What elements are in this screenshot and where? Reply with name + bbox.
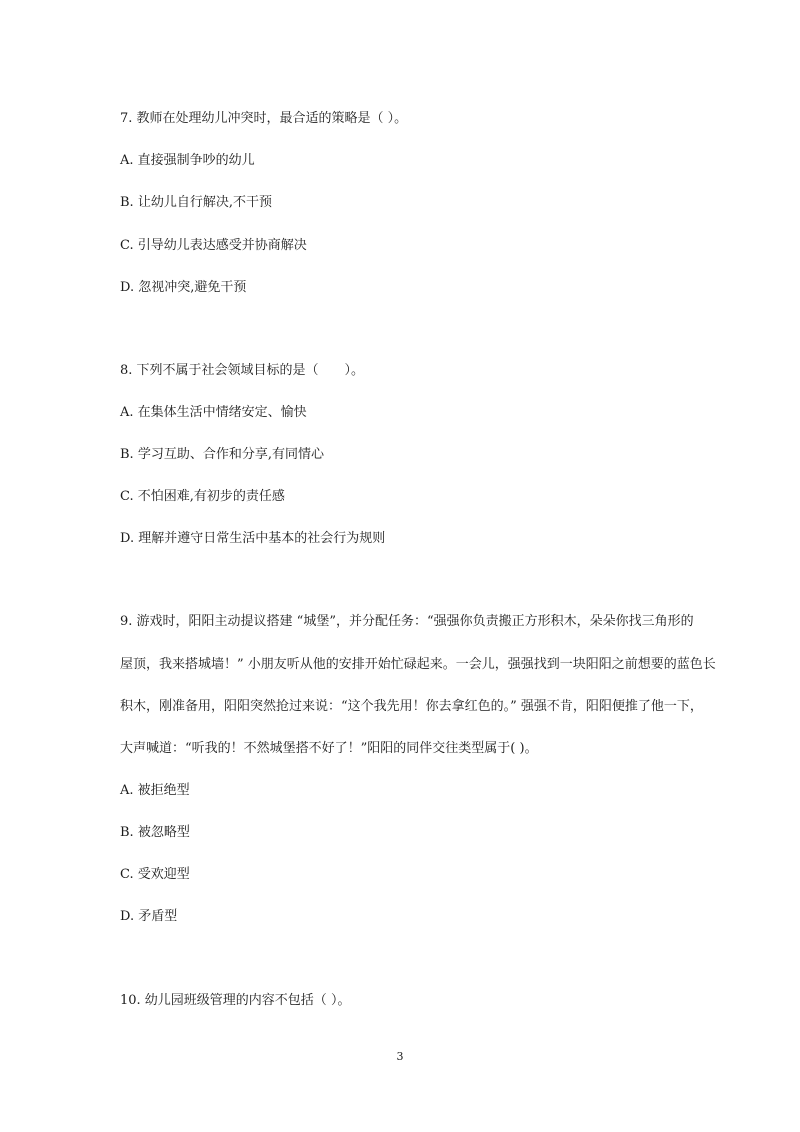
question-9-option-c: C. 受欢迎型 [120,867,190,882]
question-10-stem: 10. 幼儿园班级管理的内容不包括（ ）。 [120,993,351,1008]
question-7-option-b: B. 让幼儿自行解决,不干预 [120,195,272,210]
question-9-stem-line-4: 大声喊道：“听我的！不然城堡搭不好了！”阳阳的同伴交往类型属于( )。 [120,741,538,756]
question-9-stem-line-3: 积木，刚准备用，阳阳突然抢过来说：“这个我先用！你去拿红色的。” 强强不肯，阳阳便推了他一下， [120,699,703,714]
page-number: 3 [396,1050,404,1063]
question-9-stem-line-2: 屋顶，我来搭城墙！” 小朋友听从他的安排开始忙碌起来。一会儿，强强找到一块阳阳之前想要的蓝色长 [120,657,716,672]
question-9-option-a: A. 被拒绝型 [120,783,190,798]
question-8-option-b: B. 学习互助、合作和分享,有同情心 [120,447,324,462]
question-7-option-c: C. 引导幼儿表达感受并协商解决 [120,238,307,253]
question-7-option-d: D. 忽视冲突,避免干预 [120,280,247,295]
question-8-option-c: C. 不怕困难,有初步的责任感 [120,489,285,504]
question-8-option-a: A. 在集体生活中情绪安定、愉快 [120,405,307,420]
question-8-option-d: D. 理解并遵守日常生活中基本的社会行为规则 [120,531,386,546]
question-9-stem-line-1: 9. 游戏时，阳阳主动提议搭建 “城堡”，并分配任务：“强强你负责搬正方形积木，朵朵你找三角形的 [120,614,694,629]
question-9-option-b: B. 被忽略型 [120,825,190,840]
question-7-stem: 7. 教师在处理幼儿冲突时，最合适的策略是（ ）。 [120,111,408,126]
question-9-option-d: D. 矛盾型 [120,909,178,924]
question-7-option-a: A. 直接强制争吵的幼儿 [120,153,255,168]
question-8-stem: 8. 下列不属于社会领域目标的是（ ）。 [120,363,365,378]
